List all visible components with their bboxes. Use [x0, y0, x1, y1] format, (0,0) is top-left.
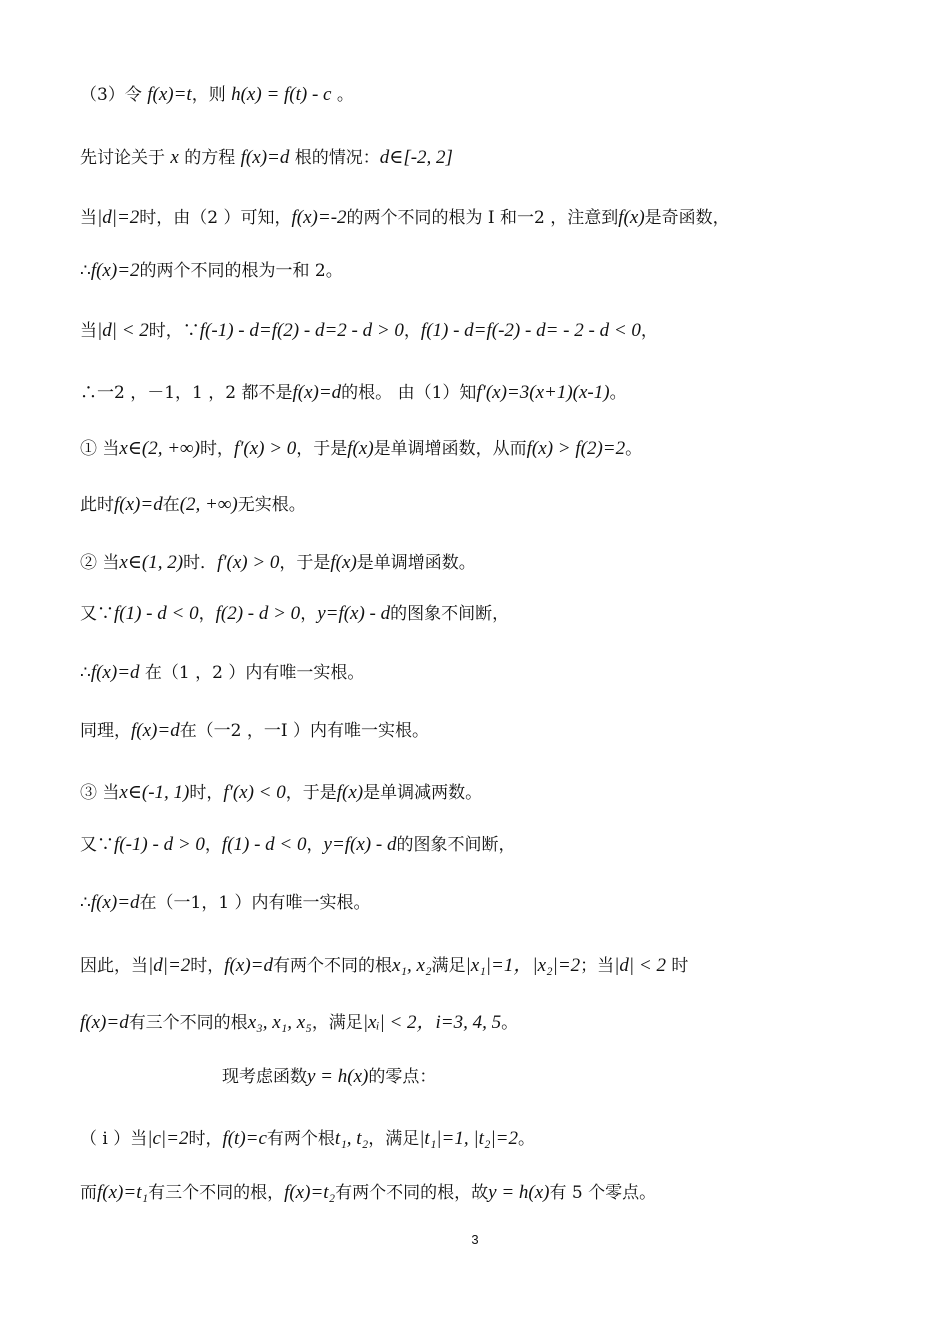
text-line-20	[80, 1180, 656, 1206]
text-line-4	[80, 258, 343, 284]
text-line-5	[80, 318, 658, 344]
text: 。	[501, 1013, 519, 1033]
formula: f′(x) > 0	[217, 552, 280, 573]
formula: x∈(1, 2)	[119, 552, 184, 573]
formula: y = h(x)	[307, 1066, 369, 1087]
text-line-18	[222, 1064, 436, 1090]
formula: f(t)=c	[222, 1128, 267, 1149]
formula: y=f(x) - d	[323, 834, 397, 855]
formula: |c|=2	[147, 1128, 189, 1149]
text: （ i ）当	[80, 1129, 148, 1149]
text-line-1	[80, 82, 354, 108]
text-line-17	[80, 1010, 518, 1036]
therefore-symbol: ∴	[80, 663, 91, 683]
text: ，则	[191, 85, 232, 105]
formula: f′(x) > 0	[233, 438, 297, 459]
formula: |d|=2	[97, 207, 140, 228]
text: （3）令	[80, 85, 148, 105]
text: 在（一1，1 ）内有唯一实根。	[139, 893, 371, 913]
formula: |xᵢ| < 2，i=3, 4, 5	[362, 1012, 502, 1033]
text-line-9	[80, 550, 476, 576]
text: 时，	[188, 1129, 223, 1149]
formula: f(x)=d	[90, 892, 140, 913]
formula: x₁, x₂	[391, 955, 432, 976]
text: ，	[403, 321, 421, 341]
text: 又∵	[80, 835, 114, 855]
text: 有 5 个零点。	[549, 1183, 657, 1203]
text: 同理，	[80, 721, 131, 741]
text: 时	[665, 956, 689, 976]
text: 满足	[431, 956, 466, 976]
text: 。	[609, 383, 627, 403]
text: 无实根。	[237, 495, 306, 515]
formula: f(-1) - d=f(2) - d=2 - d > 0	[199, 320, 404, 341]
text: ，	[198, 604, 216, 624]
text: 是单调减两数。	[363, 783, 483, 803]
text: ，满足	[368, 1129, 420, 1149]
formula: f(x)=d	[114, 494, 163, 515]
text: 而	[80, 1183, 97, 1203]
text-line-8	[80, 492, 306, 518]
formula: y=f(x) - d	[317, 603, 391, 624]
text-line-12	[80, 718, 429, 744]
formula: x	[170, 147, 179, 168]
text: 先讨论关于	[80, 148, 171, 168]
text: 的零点：	[368, 1067, 437, 1087]
therefore-symbol: ∴	[80, 893, 91, 913]
page-number: 3	[471, 1232, 479, 1247]
text-line-19	[80, 1126, 535, 1152]
formula: |d| < 2	[97, 320, 149, 341]
formula: |d|=2	[148, 955, 191, 976]
formula: f(1) - d < 0	[221, 834, 307, 855]
formula: f(x)=t₁	[97, 1182, 149, 1203]
formula: f(x)	[347, 438, 374, 459]
text: 在	[162, 495, 180, 515]
formula: t₁, t₂	[334, 1128, 369, 1149]
formula: |x₁|=1，|x₂|=2	[465, 955, 581, 976]
formula: f(x)=d	[224, 955, 273, 976]
text: ，	[300, 604, 318, 624]
formula: x∈(2, +∞)	[119, 438, 200, 459]
formula: f(1) - d < 0	[114, 603, 199, 624]
text-line-14	[80, 832, 515, 858]
text: 现考虑函数	[222, 1067, 307, 1087]
text-line-16	[80, 953, 688, 979]
text: 有两个不同的根	[272, 956, 392, 976]
formula: f(1) - d=f(-2) - d= - 2 - d < 0	[420, 320, 641, 341]
formula: f(x)=d	[240, 147, 290, 168]
text: 的方程	[178, 148, 241, 168]
text: 的图象不间断，	[390, 604, 510, 624]
text: ① 当	[80, 439, 120, 459]
text: 的图象不间断，	[396, 835, 516, 855]
text: 的两个不同的根为一和 2。	[139, 261, 343, 281]
text: 有两个不同的根，故	[335, 1183, 489, 1203]
formula: d∈[-2, 2]	[379, 147, 453, 168]
formula: f(x)	[336, 782, 364, 803]
text: ；当	[580, 956, 615, 976]
text-line-2	[80, 145, 453, 171]
text: 有三个不同的根	[128, 1013, 248, 1033]
formula: x∈(-1, 1)	[119, 782, 190, 803]
text: 。	[625, 439, 643, 459]
formula: f(x)	[330, 552, 357, 573]
text: ，	[204, 835, 222, 855]
text-line-15	[80, 890, 371, 916]
text: ，	[306, 835, 324, 855]
formula: f(x)=2	[90, 260, 140, 281]
text: 的两个不同的根为 I 和一2 ，注意到	[346, 208, 619, 228]
text: 当	[80, 208, 97, 228]
text: 因此，当	[80, 956, 148, 976]
text-line-6	[80, 380, 627, 406]
text: 时．	[183, 553, 218, 573]
formula: f(x)=-2	[291, 207, 347, 228]
text: ③ 当	[80, 783, 120, 803]
text: ，满足	[311, 1013, 363, 1033]
text: 是单调增函数，从而	[373, 439, 527, 459]
formula: f′(x) < 0	[223, 782, 286, 803]
therefore-symbol: ∴	[80, 261, 91, 281]
text: 根的情况：	[289, 148, 380, 168]
formula: f(x)=t₂	[284, 1182, 336, 1203]
text: 时，由（2 ）可知，	[139, 208, 292, 228]
text-line-13	[80, 780, 482, 806]
formula: f(-1) - d > 0	[114, 834, 205, 855]
text: 此时	[80, 495, 114, 515]
text: 在（1 ，2 ）内有唯一实根。	[139, 663, 365, 683]
text: 时，∵	[148, 321, 200, 341]
formula: f(x)=d	[131, 720, 180, 741]
text-line-11	[80, 660, 364, 686]
formula: h(x) = f(t) - c	[231, 84, 332, 105]
text: 的根。 由（1）知	[341, 383, 477, 403]
text: ∴一2 ，－1，1 ，2 都不是	[80, 383, 293, 403]
formula: |d| < 2	[614, 955, 666, 976]
formula: f(x)	[618, 207, 645, 228]
text: 当	[80, 321, 97, 341]
text-line-3	[80, 205, 730, 231]
text: 。	[518, 1129, 536, 1149]
text: 在（一2 ，一I ）内有唯一实根。	[179, 721, 430, 741]
text: 有三个不同的根，	[148, 1183, 285, 1203]
text: 有两个根	[266, 1129, 335, 1149]
text: 是单调增函数。	[356, 553, 476, 573]
text: ，于是	[279, 553, 331, 573]
text: ，	[640, 321, 658, 341]
text: 时，	[199, 439, 234, 459]
formula: f(x)=t	[147, 84, 192, 105]
formula: f′(x)=3(x+1)(x-1)	[476, 382, 610, 403]
text: 时，	[190, 956, 225, 976]
formula: y = h(x)	[488, 1182, 550, 1203]
formula: f(2) - d > 0	[215, 603, 301, 624]
formula: f(x) > f(2)=2	[526, 438, 626, 459]
text: 是奇函数，	[644, 208, 730, 228]
text: 。	[331, 85, 354, 105]
text: ，于是	[285, 783, 337, 803]
text: 时，	[189, 783, 224, 803]
text: ，于是	[296, 439, 348, 459]
text: ② 当	[80, 553, 120, 573]
formula: f(x)=d	[90, 662, 140, 683]
text-line-7	[80, 436, 642, 462]
formula: (2, +∞)	[179, 494, 238, 515]
formula: x₃, x₁, x₅	[247, 1012, 312, 1033]
formula: f(x)=d	[80, 1012, 129, 1033]
text-line-10	[80, 601, 509, 627]
formula: f(x)=d	[292, 382, 342, 403]
text: 又∵	[80, 604, 114, 624]
formula: |t₁|=1, |t₂|=2	[419, 1128, 519, 1149]
